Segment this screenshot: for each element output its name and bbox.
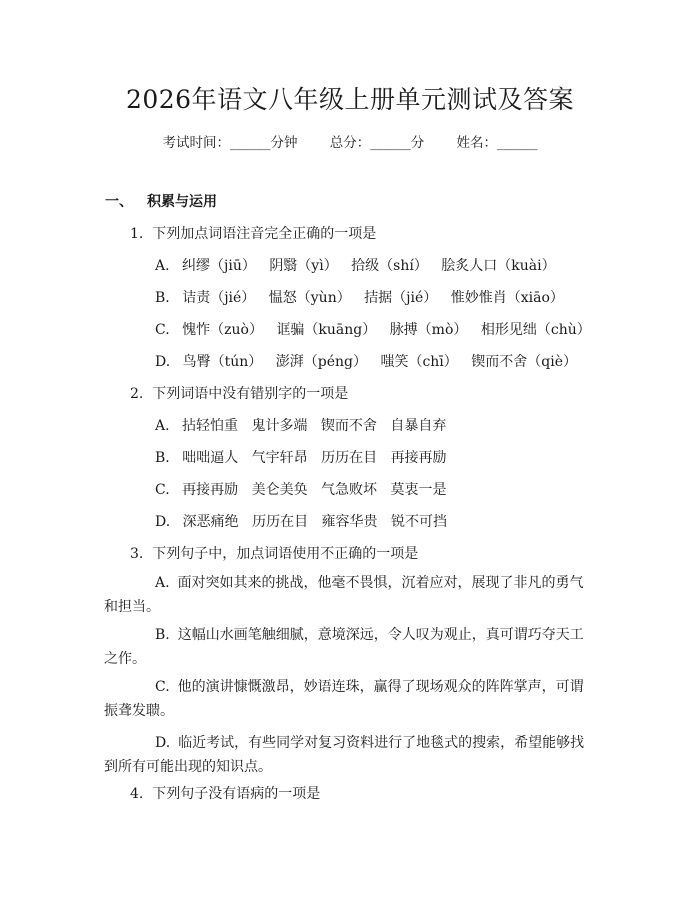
- option-word: 拮据（jié）: [364, 290, 438, 306]
- exam-time-blank: ______: [229, 135, 271, 151]
- option-row: [155, 415, 455, 435]
- exam-time-unit: 分钟: [270, 135, 298, 151]
- question-text: 下列句子中，加点词语使用不正确的一项是: [152, 546, 419, 562]
- option-word: 纠缪（jiū）: [182, 258, 256, 274]
- question-number: 4.: [130, 786, 144, 802]
- option-label: B.: [155, 290, 170, 306]
- option-word: 莫衷一是: [390, 482, 447, 498]
- option-text: 他的演讲慷慨激昂，妙语连珠，赢得了现场观众的阵阵掌声，可谓振: [104, 679, 584, 719]
- option-text: 这幅山水画笔触细腻，意境深远，令人叹为观止，真可谓巧夺天工之: [104, 627, 584, 667]
- exam-time: [162, 135, 297, 151]
- question-stem: [130, 223, 376, 243]
- option-word: 锐不可挡: [391, 514, 447, 530]
- option-text-cont: 担当。: [118, 599, 160, 615]
- option-word: 锲而不舍（qiè）: [471, 354, 577, 370]
- option-label: C.: [155, 322, 170, 338]
- option-word: 相形见绌（chù）: [480, 322, 591, 338]
- option-word: 脉搏（mò）: [389, 322, 468, 338]
- option-label: D.: [155, 354, 171, 370]
- student-name-label: 姓名：: [456, 135, 498, 151]
- option-label: D.: [155, 514, 171, 530]
- question-text: 下列句子没有语病的一项是: [152, 786, 321, 802]
- option-word: 咄咄逼人: [182, 450, 239, 466]
- option-word: 再接再励: [390, 450, 447, 466]
- section-heading: [105, 191, 217, 211]
- option-word: 阴翳（yì）: [269, 258, 338, 274]
- option-word: 惟妙惟肖（xiāo）: [450, 290, 564, 306]
- option-paragraph: [104, 571, 596, 619]
- option-word: 再接再励: [182, 482, 239, 498]
- question-number: 3.: [130, 546, 144, 562]
- option-word: 脍炙人口（kuài）: [441, 258, 556, 274]
- option-label: C.: [155, 482, 170, 498]
- question-stem: [130, 383, 348, 403]
- option-word: 自暴自弃: [390, 418, 447, 434]
- option-paragraph: [104, 675, 596, 723]
- option-word: 气宇轩昂: [251, 450, 308, 466]
- option-label: B.: [155, 627, 170, 643]
- total-score-label: 总分：: [329, 135, 371, 151]
- option-label: A.: [155, 575, 170, 591]
- option-text-cont: 聋发聩。: [118, 703, 174, 719]
- exam-meta: [0, 131, 700, 151]
- option-label: A.: [155, 258, 170, 274]
- option-paragraph: [104, 623, 596, 671]
- exam-time-label: 考试时间：: [162, 135, 230, 151]
- option-label: C.: [155, 679, 170, 695]
- question-number: 1.: [130, 226, 144, 242]
- option-row: [155, 351, 586, 371]
- option-word: 诘责（jié）: [182, 290, 256, 306]
- total-score-blank: ______: [370, 135, 411, 151]
- option-label: A.: [155, 418, 170, 434]
- option-word: 锲而不舍: [320, 418, 377, 434]
- question-number: 2.: [130, 386, 144, 402]
- option-word: 诓骗（kuāng）: [276, 322, 377, 338]
- option-row: [155, 319, 600, 339]
- option-text-cont: 作。: [118, 651, 146, 667]
- option-word: 鸟臀（tún）: [182, 354, 263, 370]
- option-row: [155, 287, 573, 307]
- option-word: 历历在目: [252, 514, 309, 530]
- option-row: [155, 255, 565, 275]
- option-label: B.: [155, 450, 170, 466]
- option-word: 深恶痛绝: [182, 514, 239, 530]
- option-word: 历历在目: [321, 450, 378, 466]
- student-name-blank: ______: [497, 135, 538, 151]
- option-word: 鬼计多端: [251, 418, 308, 434]
- option-row: [155, 479, 455, 499]
- option-word: 澎湃（péng）: [275, 354, 367, 370]
- option-text: 临近考试，有些同学对复习资料进行了地毯式的搜索，希望能够找到: [104, 735, 585, 775]
- total-score: [330, 135, 425, 151]
- option-word: 拈轻怕重: [182, 418, 239, 434]
- option-word: 拾级（shí）: [351, 258, 428, 274]
- page-title: 2026年语文八年级上册单元测试及答案: [125, 85, 575, 114]
- question-text: 下列词语中没有错别字的一项是: [152, 386, 349, 402]
- option-paragraph: [104, 731, 596, 779]
- option-row: [155, 447, 456, 467]
- option-row: [155, 511, 456, 531]
- option-label: D.: [155, 735, 171, 751]
- option-word: 嗤笑（chī）: [380, 354, 458, 370]
- option-word: 气急败坏: [321, 482, 378, 498]
- option-text-cont: 所有可能出现的知识点。: [118, 759, 272, 775]
- option-word: 愠怒（yùn）: [268, 290, 351, 306]
- total-score-unit: 分: [410, 135, 425, 151]
- option-word: 雍容华贵: [321, 514, 378, 530]
- option-word: 愧怍（zuò）: [182, 322, 263, 338]
- section-title: 积累与运用: [147, 194, 217, 210]
- section-number: 一、: [105, 194, 133, 210]
- student-name: [457, 135, 538, 151]
- question-text: 下列加点词语注音完全正确的一项是: [152, 226, 377, 242]
- question-stem: [130, 543, 418, 563]
- question-stem: [130, 783, 320, 803]
- option-word: 美仑美奂: [251, 482, 308, 498]
- option-text: 面对突如其来的挑战，他毫不畏惧，沉着应对，展现了非凡的勇气和: [104, 575, 584, 615]
